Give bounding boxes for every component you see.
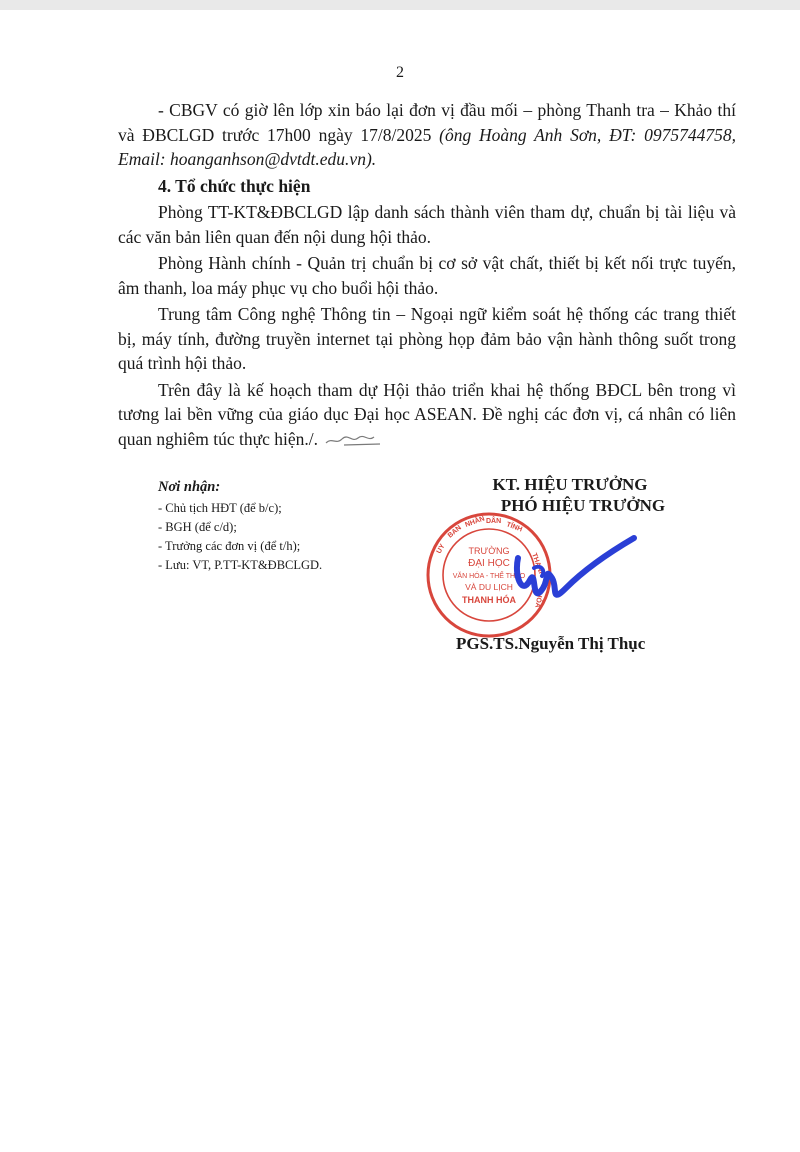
paragraph-qa-office: Phòng TT-KT&ĐBCLGD lập danh sách thành viên tham dự, chuẩn bị tài liệu và các văn bản liên quan đến nội dung hội thảo. [118,202,736,247]
svg-text:TRƯỜNG: TRƯỜNG [468,546,510,556]
svg-text:ĐẠI HỌC: ĐẠI HỌC [468,558,510,569]
paragraph-closing-text: Trên đây là kế hoạch tham dự Hội thảo triển khai hệ thống BĐCL bên trong vì tương lai bền vững của giáo dục Đại học ASEAN. Đề nghị các đơn vị, cá nhân có liên quan nghiêm túc thực hiện./. [118,379,736,449]
recipient-item: - Lưu: VT, P.TT-KT&ĐBCLGD. [158,558,323,572]
svg-text:TỈNH: TỈNH [505,521,524,534]
recipient-item: - BGH (để c/d); [158,520,237,534]
document-page [0,10,800,1152]
recipient-item: - Chủ tịch HĐT (để b/c); [158,501,282,515]
contact-info: (ông Hoàng Anh Sơn, ĐT: 0975744758, Email: hoanganhson@dvtdt.edu.vn). [118,124,736,169]
paragraph-admin-office: Phòng Hành chính - Quản trị chuẩn bị cơ sở vật chất, thiết bị kết nối trực tuyến, âm thanh, loa máy phục vụ cho buổi hội thảo. [118,253,736,298]
section-heading: 4. Tổ chức thực hiện [158,175,311,196]
recipients-title: Nơi nhận: [158,479,221,495]
svg-text:THANH: THANH [530,552,546,578]
svg-text:THANH HÓA: THANH HÓA [462,595,516,605]
document-body [118,98,736,453]
signer-name: PGS.TS.Nguyễn Thị Thục [456,634,646,653]
paragraph-closing [118,378,736,452]
paragraph-registration [118,98,736,172]
signature-title-line2: PHÓ HIỆU TRƯỞNG [500,496,666,515]
handwritten-signature [510,530,640,610]
paragraph-registration-text: - CBGV có giờ lên lớp xin báo lại đơn vị đầu mối – phòng Thanh tra – Khảo thí và ĐBCLGD trước 17h00 ngày 17/8/2025 [118,100,736,145]
svg-text:UY: UY [435,543,447,555]
svg-text:BAN: BAN [446,524,463,540]
svg-text:NHÂN: NHÂN [464,515,486,529]
svg-text:VĂN HÓA - THỂ THAO: VĂN HÓA - THỂ THAO [452,573,526,580]
svg-text:VÀ DU LỊCH: VÀ DU LỊCH [465,582,513,592]
initials-mark [324,433,382,447]
signature-title-line1: KT. HIỆU TRƯỞNG [492,475,648,494]
recipient-item: - Trưởng các đơn vị (để t/h); [158,539,301,553]
paragraph-it-center: Trung tâm Công nghệ Thông tin – Ngoại ngữ kiểm soát hệ thống các trang thiết bị, máy tính, đường truyền internet tại phòng họp đảm bảo vận hành thông suốt trong quá trình hội thảo. [118,304,736,373]
viewer-top-bar [0,0,800,10]
svg-text:DÂN: DÂN [486,518,502,525]
svg-text:HÓA: HÓA [533,591,543,609]
recipients-list [158,478,458,575]
page-number: 2 [396,64,404,81]
